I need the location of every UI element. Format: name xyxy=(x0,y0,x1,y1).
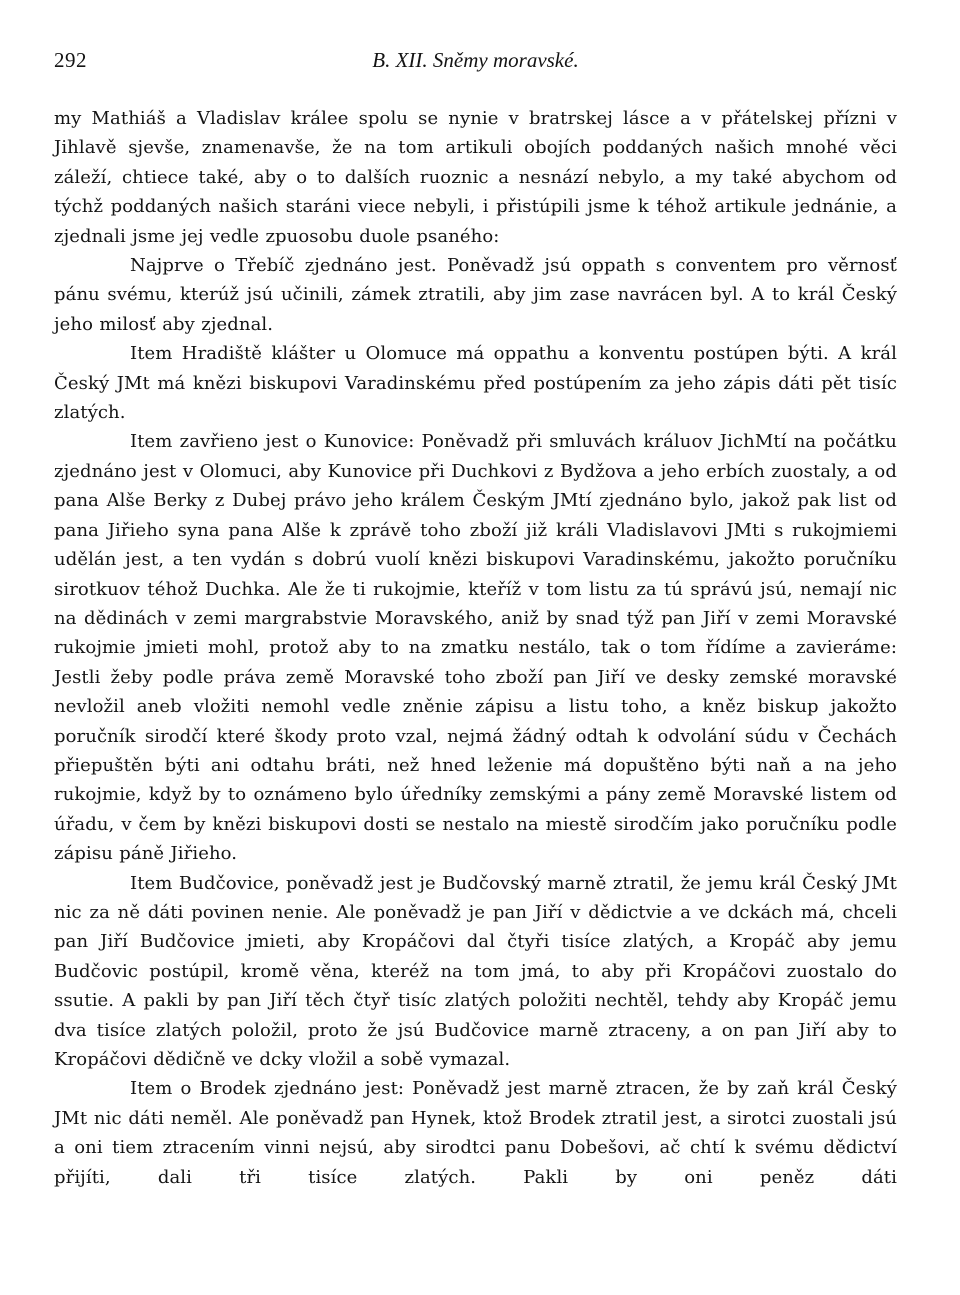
page-header xyxy=(54,48,897,88)
running-head: B. XII. Sněmy moravské. xyxy=(372,48,579,72)
paragraph-2: Najprve o Třebíč zjednáno jest. Poněvadž jsú oppath s conventem pro věrnosť pánu svému, kterúž jsú učinili, zámek ztratili, aby jim zase navrácen byl. A to král Český jeho milosť aby zjednal. xyxy=(54,255,897,335)
paragraph-1: my Mathiáš a Vladislav králee spolu se nynie v bratrskej lásce a v přátelskej přízni v Jihlavě sjevše, znamenavše, že na tom artikuli obojích poddaných našich mnohé věci záleží, chtiece také, aby o to dalších ruoznic a nesnází nebylo, a my také abychom od týchž poddaných našich staráni viece nebyli, i přistúpili jsme k téhož artikule jednánie, a zjednali jsme jej vedle zpuosobu duole psaného: xyxy=(54,108,897,247)
page-number: 292 xyxy=(54,48,87,72)
paragraph-3: Item Hradiště klášter u Olomuce má oppathu a konventu postúpen býti. A král Český JMt má knězi biskupovi Varadinskému před postúpením za jeho zápis dáti pět tisíc zlatých. xyxy=(54,343,897,424)
paragraph-5: Item Budčovice, poněvadž jest je Budčovský marně ztratil, že jemu král Český JMt nic za ně dáti povinen nenie. Ale poněvadž je pan Jiří v dědictvie a ve dckách má, chceli pan Jiří Budčovice jmieti, aby Kropáčovi dal čtyři tisíce zlatých, a Kropáč aby jemu Budčovic postúpil, kromě věna, kteréž na tom jmá, to aby při Kropáčovi zuostalo do ssutie. A pakli by pan Jiří těch čtyř tisíc zlatých položiti nechtěl, tehdy aby Kropáč jemu dva tisíce zlatých položil, proto že jsú Budčovice marně ztraceny, a on pan Jiří aby to Kropáčovi dědičně ve dcky vložil a sobě vymazal. xyxy=(54,872,897,1070)
document-page xyxy=(54,48,897,1192)
paragraph-6: Item o Brodek zjednáno jest: Poněvadž jest marně ztracen, že by zaň král Český JMt nic dáti neměl. Ale poněvadž pan Hynek, ktož Brodek ztratil jest, a sirotci zuostali jsú a oni tiem ztracením vinni nejsú, aby sirodtci panu Dobešovi, ač chtí k svému dědictví přijíti, dali tři tisíce zlatých. Pakli by oni peněz dáti xyxy=(54,1078,897,1188)
body-text xyxy=(54,104,897,1192)
paragraph-4: Item zavřieno jest o Kunovice: Poněvadž při smluvách králuov JichMtí na počátku zjednáno jest v Olomuci, aby Kunovice při Duchkovi z Bydžova a jeho erbích zuostaly, a od pana Alše Berky z Dubej právo jeho králem Českým JMtí zjednáno bylo, jakož pak list od pana Jiřieho syna pana Alše k zprávě toho zboží již králi Vladislavovi JMti s rukojmiemi udělán jest, a ten vydán s dobrú vuolí knězi biskupovi Varadinskému, jakožto poručníku sirotkuov téhož Duchka. Ale že ti rukojmie, kteříž v tom listu za tú správú jsú, nemají nic na dědinách v zemi margrabstvie Moravského, aniž by snad týž pan Jiří v zemi Moravské rukojmie jmieti mohl, protož aby to na zmatku nestálo, tak o tom řídíme a zavieráme: Jestli žeby podle práva země Moravské toho zboží pan Jiří ve desky zemské moravské nevložil aneb vložiti nemohl vedle zněnie zápisu a listu toho, a kněz biskup jakožto poručník sirodčí které škody proto vzal, nejmá žádný odtah k odvolání súdu v Čechách přiepuštěn býti ani odtahu bráti, než hned leženie má dopuštěno býti naň a na jeho rukojmie, když by to oznámeno bylo úředníky zemskými a pány země Moravské listem od úřadu, v čem by knězi biskupovi dosti se nestalo na miestě sirodčím jako poručníku podle zápisu páně Jiřieho. xyxy=(54,431,897,865)
